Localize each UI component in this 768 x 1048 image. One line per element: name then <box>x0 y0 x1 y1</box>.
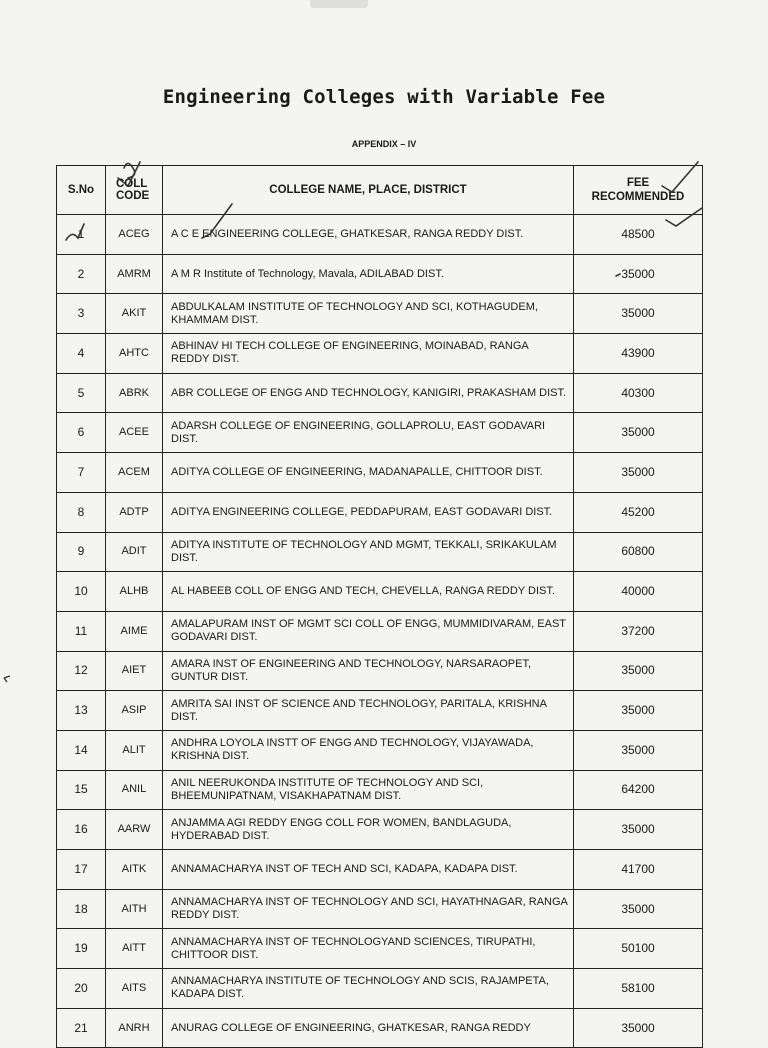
header-name: COLLEGE NAME, PLACE, DISTRICT <box>163 166 574 215</box>
cell-college-name: AMARA INST OF ENGINEERING AND TECHNOLOGY, NARSARAOPET, GUNTUR DIST. <box>163 651 574 691</box>
cell-college-name: ANJAMMA AGI REDDY ENGG COLL FOR WOMEN, BANDLAGUDA, HYDERABAD DIST. <box>163 810 574 850</box>
cell-sno: 21 <box>57 1008 106 1048</box>
cell-fee: 43900 <box>574 334 703 374</box>
cell-fee: 35000 <box>574 810 703 850</box>
cell-fee: 50100 <box>574 929 703 969</box>
cell-code: AMRM <box>106 254 163 294</box>
cell-code: ACEG <box>106 215 163 255</box>
cell-fee: 35000 <box>574 254 703 294</box>
cell-sno: 15 <box>57 770 106 810</box>
header-code <box>106 166 163 215</box>
cell-sno: 8 <box>57 492 106 532</box>
table-row <box>57 770 703 810</box>
cell-sno: 16 <box>57 810 106 850</box>
fee-table-container <box>56 165 702 1048</box>
cell-sno: 14 <box>57 730 106 770</box>
cell-code: AITS <box>106 969 163 1009</box>
margin-mark-icon <box>4 676 10 682</box>
cell-code: AITK <box>106 850 163 890</box>
table-row <box>57 611 703 651</box>
table-row <box>57 929 703 969</box>
cell-code: AIET <box>106 651 163 691</box>
cell-code: ADIT <box>106 532 163 572</box>
cell-code: AITT <box>106 929 163 969</box>
cell-college-name: ADARSH COLLEGE OF ENGINEERING, GOLLAPROLU, EAST GODAVARI DIST. <box>163 413 574 453</box>
cell-sno: 20 <box>57 969 106 1009</box>
cell-college-name: ANIL NEERUKONDA INSTITUTE OF TECHNOLOGY AND SCI, BHEEMUNIPATNAM, VISAKHAPATNAM DIST. <box>163 770 574 810</box>
table-row <box>57 889 703 929</box>
cell-code: AKIT <box>106 294 163 334</box>
cell-fee: 35000 <box>574 453 703 493</box>
header-row <box>57 166 703 215</box>
table-header <box>57 166 703 215</box>
cell-sno: 9 <box>57 532 106 572</box>
fee-table <box>56 165 703 1048</box>
page-title: Engineering Colleges with Variable Fee <box>162 86 606 108</box>
cell-college-name: AL HABEEB COLL OF ENGG AND TECH, CHEVELLA, RANGA REDDY DIST. <box>163 572 574 612</box>
cell-college-name: A M R Institute of Technology, Mavala, ADILABAD DIST. <box>163 254 574 294</box>
cell-sno: 5 <box>57 373 106 413</box>
cell-fee: 40000 <box>574 572 703 612</box>
cell-college-name: ADITYA INSTITUTE OF TECHNOLOGY AND MGMT, TEKKALI, SRIKAKULAM DIST. <box>163 532 574 572</box>
cell-fee: 48500 <box>574 215 703 255</box>
appendix-label: APPENDIX – IV <box>351 139 417 149</box>
cell-fee: 35000 <box>574 413 703 453</box>
cell-code: AIME <box>106 611 163 651</box>
cell-fee: 35000 <box>574 730 703 770</box>
cell-sno: 7 <box>57 453 106 493</box>
header-fee <box>574 166 703 215</box>
cell-college-name: ANNAMACHARYA INST OF TECHNOLOGYAND SCIENCES, TIRUPATHI, CHITTOOR DIST. <box>163 929 574 969</box>
table-row <box>57 373 703 413</box>
cell-code: ADTP <box>106 492 163 532</box>
cell-fee: 40300 <box>574 373 703 413</box>
cell-college-name: ABR COLLEGE OF ENGG AND TECHNOLOGY, KANIGIRI, PRAKASHAM DIST. <box>163 373 574 413</box>
cell-code: ALIT <box>106 730 163 770</box>
cell-code: ALHB <box>106 572 163 612</box>
table-row <box>57 294 703 334</box>
cell-sno: 10 <box>57 572 106 612</box>
table-row <box>57 254 703 294</box>
cell-college-name: ANURAG COLLEGE OF ENGINEERING, GHATKESAR, RANGA REDDY <box>163 1008 574 1048</box>
table-row <box>57 413 703 453</box>
table-row <box>57 1008 703 1048</box>
cell-sno: 1 <box>57 215 106 255</box>
table-row <box>57 810 703 850</box>
header-fee-line1: FEE <box>626 177 650 189</box>
cell-fee: 35000 <box>574 691 703 731</box>
cell-code: AARW <box>106 810 163 850</box>
cell-sno: 4 <box>57 334 106 374</box>
cell-sno: 17 <box>57 850 106 890</box>
table-body <box>57 215 703 1048</box>
table-row <box>57 334 703 374</box>
cell-code: ASIP <box>106 691 163 731</box>
cell-sno: 3 <box>57 294 106 334</box>
cell-college-name: ANNAMACHARYA INST OF TECHNOLOGY AND SCI, HAYATHNAGAR, RANGA REDDY DIST. <box>163 889 574 929</box>
cell-fee: 35000 <box>574 294 703 334</box>
cell-fee: 35000 <box>574 1008 703 1048</box>
cell-sno: 13 <box>57 691 106 731</box>
table-row <box>57 850 703 890</box>
cell-sno: 2 <box>57 254 106 294</box>
header-code-line1: COLL <box>116 178 148 190</box>
cell-code: ANIL <box>106 770 163 810</box>
scan-smudge <box>310 0 368 8</box>
cell-fee: 58100 <box>574 969 703 1009</box>
cell-college-name: ADITYA COLLEGE OF ENGINEERING, MADANAPALLE, CHITTOOR DIST. <box>163 453 574 493</box>
table-row <box>57 453 703 493</box>
cell-sno: 6 <box>57 413 106 453</box>
cell-code: AHTC <box>106 334 163 374</box>
header-sno: S.No <box>57 166 106 215</box>
cell-code: ABRK <box>106 373 163 413</box>
table-row <box>57 572 703 612</box>
cell-college-name: ANDHRA LOYOLA INSTT OF ENGG AND TECHNOLOGY, VIJAYAWADA, KRISHNA DIST. <box>163 730 574 770</box>
table-row <box>57 969 703 1009</box>
cell-fee: 35000 <box>574 889 703 929</box>
header-fee-line2: RECOMMENDED <box>591 191 685 203</box>
table-row <box>57 651 703 691</box>
cell-fee: 45200 <box>574 492 703 532</box>
cell-fee: 60800 <box>574 532 703 572</box>
cell-code: ACEM <box>106 453 163 493</box>
cell-sno: 12 <box>57 651 106 691</box>
cell-college-name: ABDULKALAM INSTITUTE OF TECHNOLOGY AND SCI, KOTHAGUDEM, KHAMMAM DIST. <box>163 294 574 334</box>
cell-sno: 19 <box>57 929 106 969</box>
cell-sno: 18 <box>57 889 106 929</box>
cell-fee: 35000 <box>574 651 703 691</box>
cell-college-name: ANNAMACHARYA INSTITUTE OF TECHNOLOGY AND SCIS, RAJAMPETA, KADAPA DIST. <box>163 969 574 1009</box>
cell-college-name: A C E ENGINEERING COLLEGE, GHATKESAR, RANGA REDDY DIST. <box>163 215 574 255</box>
cell-code: AITH <box>106 889 163 929</box>
cell-fee: 64200 <box>574 770 703 810</box>
cell-college-name: AMALAPURAM INST OF MGMT SCI COLL OF ENGG, MUMMIDIVARAM, EAST GODAVARI DIST. <box>163 611 574 651</box>
header-code-line2: CODE <box>116 190 150 202</box>
cell-college-name: ANNAMACHARYA INST OF TECH AND SCI, KADAPA, KADAPA DIST. <box>163 850 574 890</box>
cell-sno: 11 <box>57 611 106 651</box>
table-row <box>57 492 703 532</box>
table-row <box>57 691 703 731</box>
table-row <box>57 532 703 572</box>
table-row <box>57 215 703 255</box>
cell-college-name: ADITYA ENGINEERING COLLEGE, PEDDAPURAM, EAST GODAVARI DIST. <box>163 492 574 532</box>
cell-code: ANRH <box>106 1008 163 1048</box>
cell-code: ACEE <box>106 413 163 453</box>
table-row <box>57 730 703 770</box>
cell-fee: 37200 <box>574 611 703 651</box>
cell-college-name: AMRITA SAI INST OF SCIENCE AND TECHNOLOGY, PARITALA, KRISHNA DIST. <box>163 691 574 731</box>
cell-fee: 41700 <box>574 850 703 890</box>
cell-college-name: ABHINAV HI TECH COLLEGE OF ENGINEERING, MOINABAD, RANGA REDDY DIST. <box>163 334 574 374</box>
